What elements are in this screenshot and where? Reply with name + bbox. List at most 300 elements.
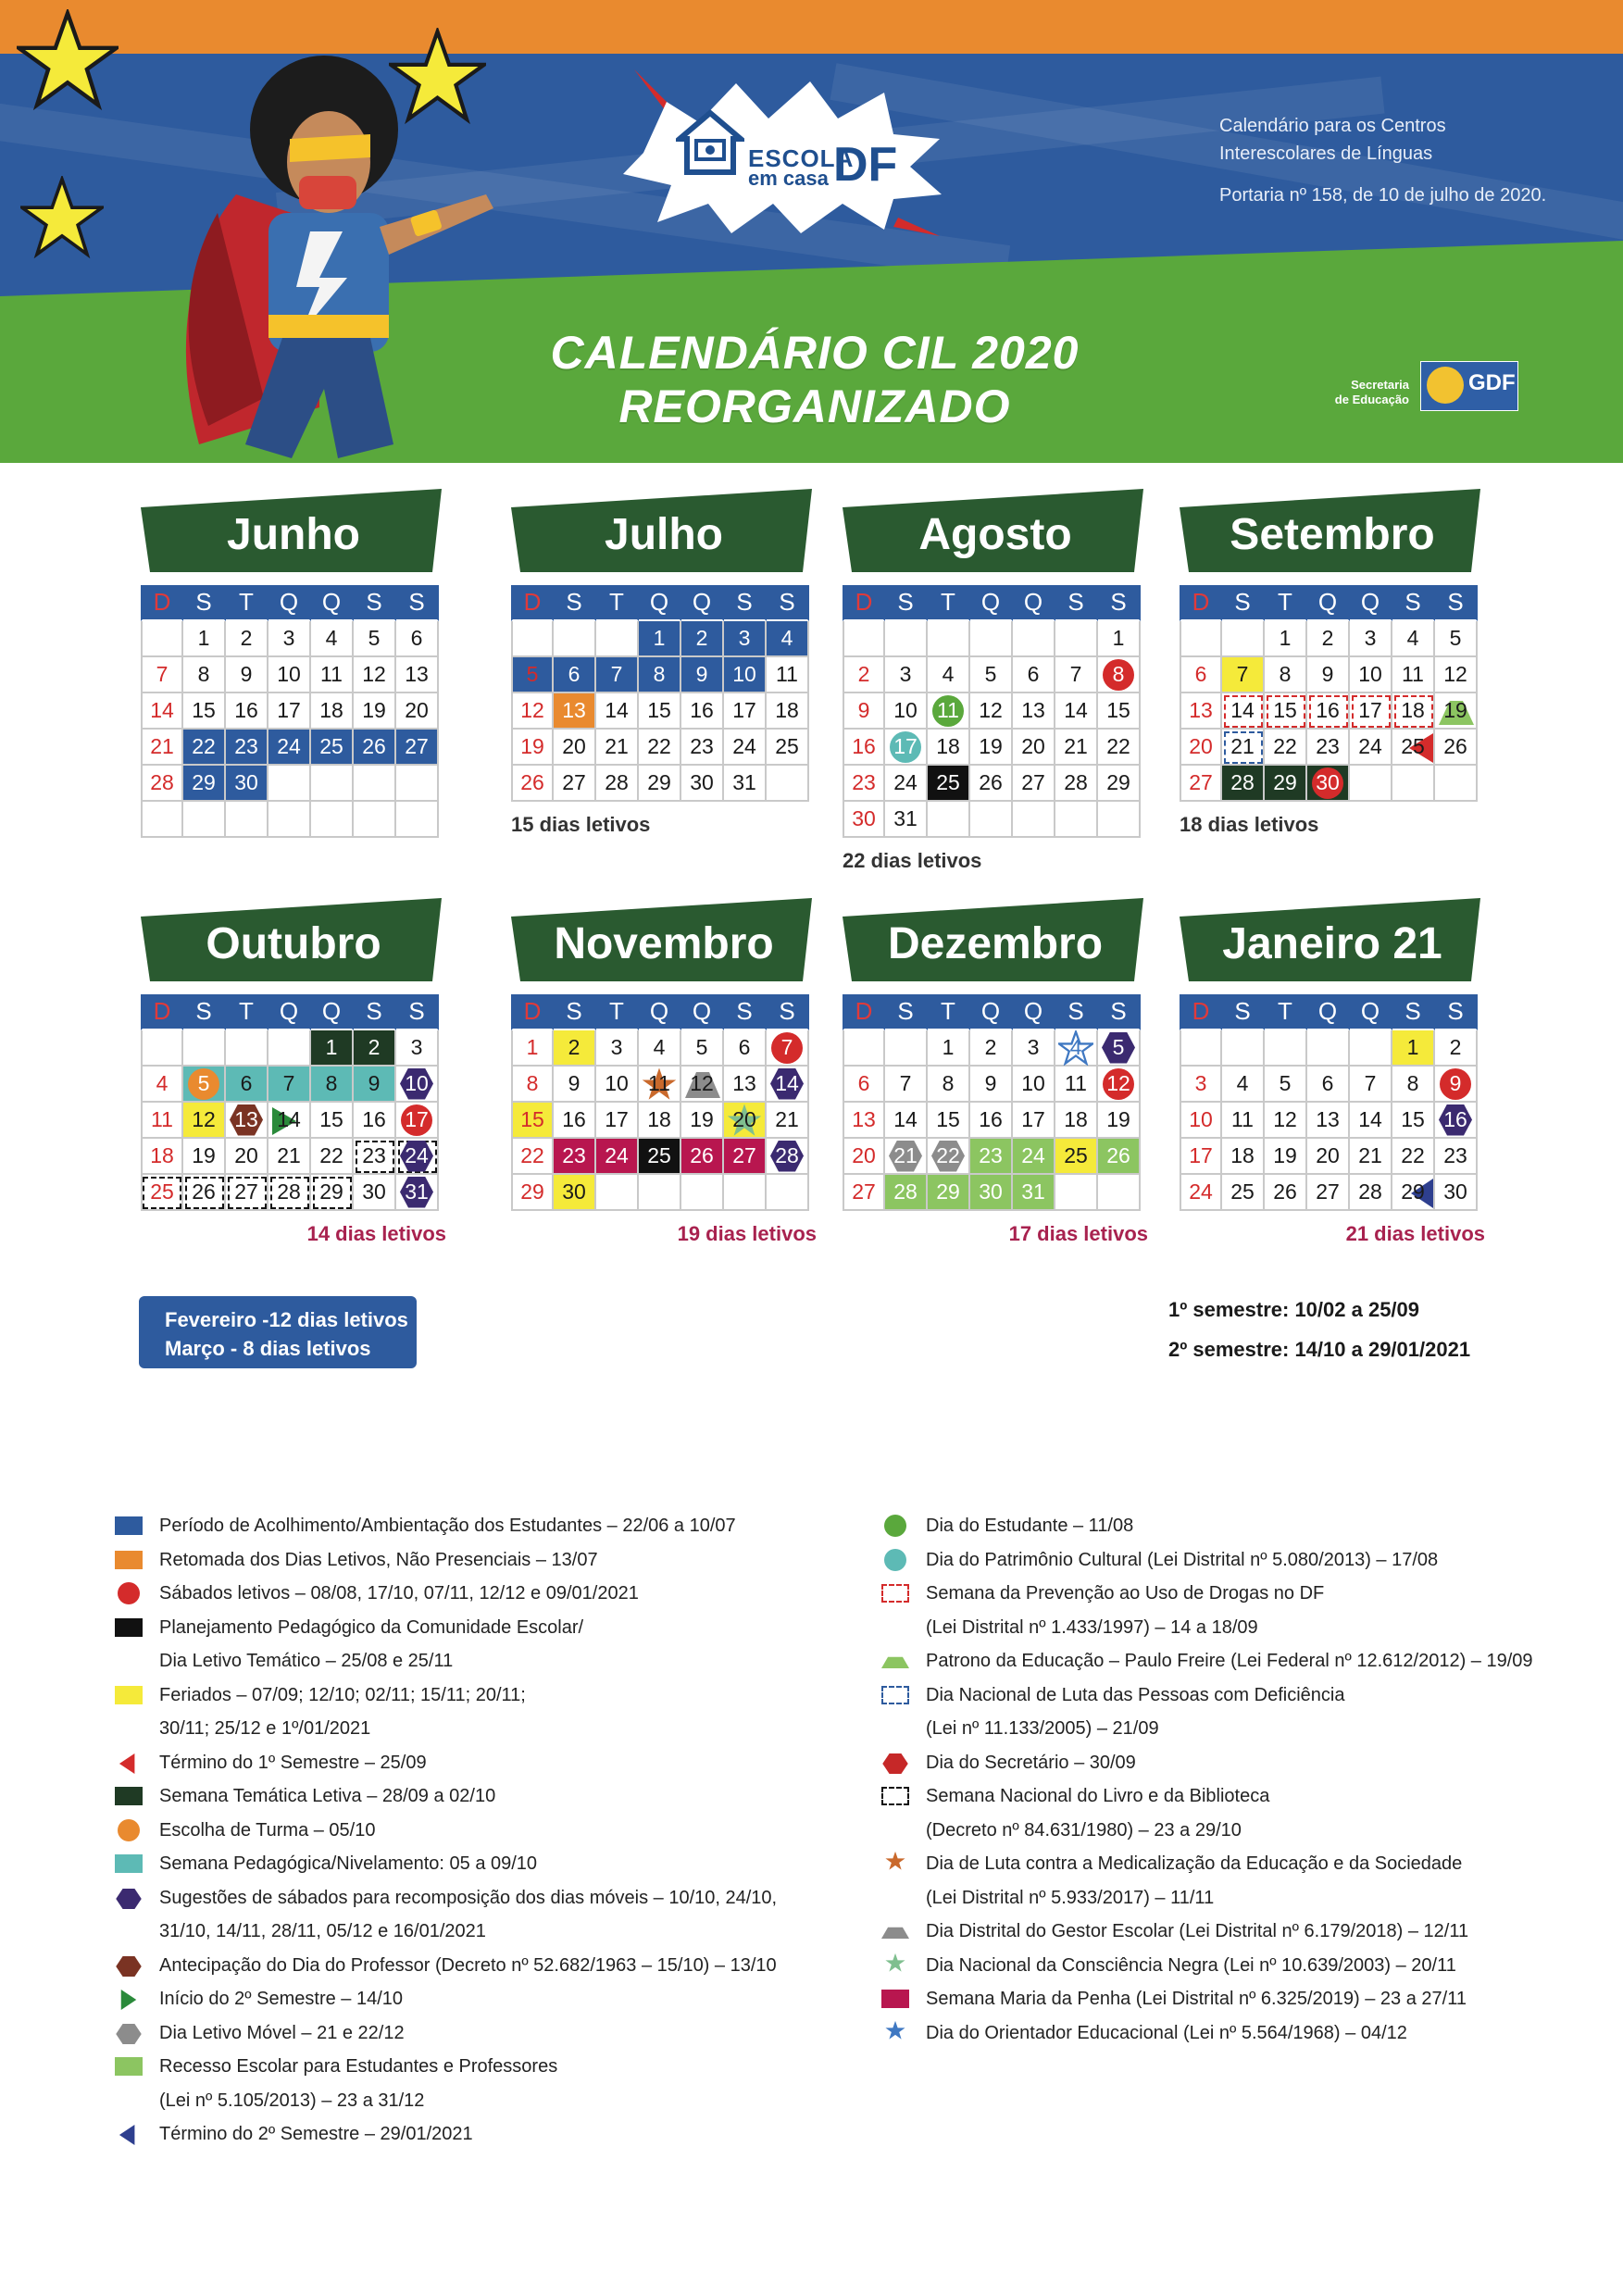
day-cell: 9 [1307, 657, 1350, 693]
day-cell: 11 [639, 1067, 681, 1103]
day-cell: 13 [843, 1103, 885, 1139]
day-cell: 21 [1222, 730, 1265, 766]
day-cell: 20 [226, 1139, 268, 1175]
legend-item: Dia do Estudante – 11/08 [881, 1509, 1533, 1543]
day-cell: 17 [1180, 1139, 1222, 1175]
day-cell: 6 [1013, 657, 1055, 693]
weekday-header: D [141, 585, 183, 621]
month-name: Julho [605, 509, 723, 559]
legend-item: Semana Pedagógica/Nivelamento: 05 a 09/10 [115, 1847, 777, 1881]
header-note-line3: Portaria nº 158, de 10 de julho de 2020. [1219, 185, 1547, 206]
day-cell [396, 766, 439, 802]
weekday-header: S [1222, 585, 1265, 621]
legend-item: Recesso Escolar para Estudantes e Professores [115, 2050, 777, 2084]
day-cell [226, 802, 268, 838]
day-cell: 29 [1265, 766, 1307, 802]
day-cell: 20 [843, 1139, 885, 1175]
day-cell: 12 [681, 1067, 724, 1103]
day-cell: 28 [141, 766, 183, 802]
day-cell: 13 [1307, 1103, 1350, 1139]
weekday-header: S [885, 585, 928, 621]
day-cell: 17 [1350, 693, 1392, 730]
day-cell: 1 [511, 1030, 554, 1067]
day-cell: 8 [1265, 657, 1307, 693]
day-cell: 3 [1180, 1067, 1222, 1103]
day-cell: 22 [928, 1139, 970, 1175]
day-cell: 23 [554, 1139, 596, 1175]
day-cell: 25 [639, 1139, 681, 1175]
day-cell: 24 [885, 766, 928, 802]
month-agosto [843, 489, 1148, 873]
calendar-grid [141, 994, 446, 1211]
day-cell: 19 [1265, 1139, 1307, 1175]
day-cell: 30 [843, 802, 885, 838]
weekday-header: S [1435, 585, 1478, 621]
day-cell: 8 [1392, 1067, 1435, 1103]
day-cell: 17 [596, 1103, 639, 1139]
day-cell: 2 [970, 1030, 1013, 1067]
day-cell: 23 [1435, 1139, 1478, 1175]
day-cell: 1 [639, 621, 681, 657]
day-cell: 9 [843, 693, 885, 730]
day-cell: 23 [226, 730, 268, 766]
day-cell: 21 [885, 1139, 928, 1175]
day-cell: 12 [1435, 657, 1478, 693]
day-cell: 13 [724, 1067, 767, 1103]
day-cell: 20 [1013, 730, 1055, 766]
legend-item-continued: 30/11; 25/12 e 1º/01/2021 [159, 1718, 371, 1739]
day-cell: 11 [767, 657, 809, 693]
day-cell: 29 [1392, 1175, 1435, 1211]
day-cell: 15 [511, 1103, 554, 1139]
day-cell [268, 1030, 311, 1067]
day-cell [843, 621, 885, 657]
month-name: Novembro [554, 918, 774, 968]
weekday-header: S [885, 994, 928, 1030]
day-cell: 24 [724, 730, 767, 766]
day-cell: 17 [885, 730, 928, 766]
day-cell: 12 [511, 693, 554, 730]
legend-item: Escolha de Turma – 05/10 [115, 1814, 777, 1848]
month-name: Janeiro 21 [1222, 918, 1442, 968]
dias-letivos: 14 dias letivos [306, 1222, 446, 1245]
day-cell: 29 [928, 1175, 970, 1211]
day-cell: 10 [268, 657, 311, 693]
day-cell: 7 [141, 657, 183, 693]
weekday-header: T [1265, 994, 1307, 1030]
day-cell: 24 [596, 1139, 639, 1175]
day-cell: 27 [724, 1139, 767, 1175]
day-cell: 12 [1265, 1103, 1307, 1139]
legend-item: Dia Nacional de Luta das Pessoas com Deficiência [881, 1678, 1533, 1713]
month-setembro [1180, 489, 1485, 837]
header-note-line1: Calendário para os Centros [1219, 116, 1446, 136]
day-cell: 30 [226, 766, 268, 802]
legend-item: Início do 2º Semestre – 14/10 [115, 1982, 777, 2016]
day-cell: 25 [311, 730, 354, 766]
day-cell [1013, 621, 1055, 657]
fevereiro-text: Fevereiro -12 dias letivos [165, 1308, 408, 1331]
weekday-header: Q [1350, 994, 1392, 1030]
weekday-header: S [1222, 994, 1265, 1030]
day-cell [141, 621, 183, 657]
star-icon [20, 176, 104, 259]
day-cell: 24 [1013, 1139, 1055, 1175]
day-cell [268, 766, 311, 802]
weekday-header: Q [268, 585, 311, 621]
legend-item: Dia Nacional da Consciência Negra (Lei nº 10.639/2003) – 20/11 [881, 1949, 1533, 1983]
day-cell: 13 [554, 693, 596, 730]
day-cell [1055, 802, 1098, 838]
calendar-grid [511, 994, 817, 1211]
day-cell: 31 [885, 802, 928, 838]
legend-item: Sugestões de sábados para recomposição dos dias móveis – 10/10, 24/10, [115, 1881, 777, 1915]
day-cell [226, 1030, 268, 1067]
day-cell: 15 [183, 693, 226, 730]
day-cell: 28 [1055, 766, 1098, 802]
weekday-header: S [724, 585, 767, 621]
day-cell [268, 802, 311, 838]
day-cell: 2 [1435, 1030, 1478, 1067]
day-cell: 16 [226, 693, 268, 730]
day-cell: 4 [1055, 1030, 1098, 1067]
calendar-grid [1180, 585, 1485, 802]
weekday-header: S [396, 585, 439, 621]
day-cell: 10 [596, 1067, 639, 1103]
day-cell: 11 [928, 693, 970, 730]
day-cell: 31 [1013, 1175, 1055, 1211]
dias-letivos: 22 dias letivos [843, 849, 982, 872]
legend-item: Semana da Prevenção ao Uso de Drogas no DF [881, 1577, 1533, 1611]
weekday-header: Q [1350, 585, 1392, 621]
day-cell: 30 [1307, 766, 1350, 802]
day-cell: 8 [183, 657, 226, 693]
legend-item: Patrono da Educação – Paulo Freire (Lei Federal nº 12.612/2012) – 19/09 [881, 1644, 1533, 1678]
day-cell: 29 [639, 766, 681, 802]
day-cell: 30 [970, 1175, 1013, 1211]
day-cell: 27 [226, 1175, 268, 1211]
day-cell: 1 [183, 621, 226, 657]
month-janeiro-21 [1180, 898, 1485, 1246]
star-icon [881, 1851, 909, 1871]
day-cell: 8 [928, 1067, 970, 1103]
day-cell: 22 [511, 1139, 554, 1175]
triangle-right-icon [115, 1990, 143, 2010]
dias-letivos: 17 dias letivos [1008, 1222, 1148, 1245]
logo-text-escola: ESCOLA [748, 144, 855, 172]
legend-item-continued: (Lei nº 11.133/2005) – 21/09 [926, 1718, 1159, 1739]
weekday-header: Q [681, 994, 724, 1030]
day-cell [885, 621, 928, 657]
day-cell: 24 [396, 1139, 439, 1175]
day-cell [970, 621, 1013, 657]
day-cell: 18 [639, 1103, 681, 1139]
day-cell: 5 [183, 1067, 226, 1103]
day-cell: 10 [885, 693, 928, 730]
legend-item-continued: (Decreto nº 84.631/1980) – 23 a 29/10 [926, 1819, 1242, 1841]
header-note-line2: Interescolares de Línguas [1219, 144, 1433, 164]
marco-text: Março - 8 dias letivos [165, 1337, 371, 1360]
day-cell: 24 [1350, 730, 1392, 766]
weekday-header: T [1265, 585, 1307, 621]
day-cell [183, 1030, 226, 1067]
weekday-header: Q [311, 994, 354, 1030]
day-cell: 27 [1013, 766, 1055, 802]
legend-item-continued: (Lei Distrital nº 5.933/2017) – 11/11 [926, 1887, 1215, 1908]
day-cell: 18 [767, 693, 809, 730]
day-cell [1222, 621, 1265, 657]
day-cell: 24 [268, 730, 311, 766]
day-cell: 28 [767, 1139, 809, 1175]
day-cell: 8 [311, 1067, 354, 1103]
day-cell [928, 802, 970, 838]
page-title-line2: REORGANIZADO [618, 381, 1011, 432]
day-cell: 1 [1392, 1030, 1435, 1067]
day-cell: 16 [354, 1103, 396, 1139]
day-cell: 1 [311, 1030, 354, 1067]
legend-item: Término do 2º Semestre – 29/01/2021 [115, 2117, 777, 2152]
day-cell [354, 802, 396, 838]
day-cell: 14 [596, 693, 639, 730]
day-cell: 24 [1180, 1175, 1222, 1211]
weekday-header: Q [970, 585, 1013, 621]
day-cell [396, 802, 439, 838]
month-banner [1180, 489, 1485, 572]
day-cell [311, 766, 354, 802]
day-cell [596, 621, 639, 657]
day-cell: 20 [554, 730, 596, 766]
day-cell: 25 [928, 766, 970, 802]
month-junho [141, 489, 446, 838]
day-cell: 14 [141, 693, 183, 730]
month-banner [1180, 898, 1485, 981]
day-cell: 9 [681, 657, 724, 693]
day-cell: 26 [681, 1139, 724, 1175]
weekday-header: D [511, 585, 554, 621]
day-cell: 16 [970, 1103, 1013, 1139]
star-icon [881, 2020, 909, 2040]
month-name: Agosto [918, 509, 1072, 559]
day-cell: 25 [141, 1175, 183, 1211]
day-cell [1180, 621, 1222, 657]
day-cell: 8 [511, 1067, 554, 1103]
day-cell [724, 1175, 767, 1211]
month-outubro [141, 898, 446, 1246]
day-cell: 2 [1307, 621, 1350, 657]
month-banner [141, 489, 446, 572]
page-title [518, 326, 1111, 433]
day-cell: 25 [1392, 730, 1435, 766]
day-cell: 21 [268, 1139, 311, 1175]
day-cell [311, 802, 354, 838]
day-cell: 15 [639, 693, 681, 730]
dias-letivos: 15 dias letivos [511, 813, 651, 836]
day-cell: 17 [1013, 1103, 1055, 1139]
day-cell: 6 [554, 657, 596, 693]
day-cell: 20 [1307, 1139, 1350, 1175]
legend-item-continued: (Lei Distrital nº 1.433/1997) – 14 a 18/09 [926, 1616, 1258, 1638]
day-cell: 30 [554, 1175, 596, 1211]
weekday-header: T [226, 994, 268, 1030]
day-cell: 26 [183, 1175, 226, 1211]
legend-item-continued: 31/10, 14/11, 28/11, 05/12 e 16/01/2021 [159, 1921, 486, 1941]
legend-item: Planejamento Pedagógico da Comunidade Escolar/ [115, 1611, 777, 1645]
day-cell: 14 [1222, 693, 1265, 730]
weekday-header: Q [681, 585, 724, 621]
star-icon [881, 1953, 909, 1973]
day-cell: 5 [1098, 1030, 1141, 1067]
day-cell: 15 [928, 1103, 970, 1139]
day-cell: 12 [1098, 1067, 1141, 1103]
day-cell: 25 [1055, 1139, 1098, 1175]
day-cell: 11 [1392, 657, 1435, 693]
dias-letivos: 19 dias letivos [677, 1222, 817, 1245]
day-cell: 7 [596, 657, 639, 693]
day-cell: 17 [396, 1103, 439, 1139]
weekday-header: D [843, 585, 885, 621]
weekday-header: D [141, 994, 183, 1030]
day-cell [354, 766, 396, 802]
day-cell: 21 [1350, 1139, 1392, 1175]
day-cell: 18 [1055, 1103, 1098, 1139]
day-cell [1013, 802, 1055, 838]
weekday-header: Q [639, 585, 681, 621]
day-cell: 5 [1265, 1067, 1307, 1103]
weekday-header: S [1055, 585, 1098, 621]
day-cell: 28 [885, 1175, 928, 1211]
day-cell: 22 [639, 730, 681, 766]
day-cell: 4 [1392, 621, 1435, 657]
weekday-header: Q [639, 994, 681, 1030]
weekday-header: T [596, 585, 639, 621]
day-cell: 6 [1180, 657, 1222, 693]
day-cell [1350, 1030, 1392, 1067]
day-cell [639, 1175, 681, 1211]
day-cell: 22 [1098, 730, 1141, 766]
weekday-header: S [1435, 994, 1478, 1030]
trapezoid-icon [881, 1922, 909, 1942]
day-cell: 4 [141, 1067, 183, 1103]
day-cell [141, 802, 183, 838]
day-cell: 29 [183, 766, 226, 802]
day-cell: 25 [767, 730, 809, 766]
day-cell: 7 [885, 1067, 928, 1103]
day-cell: 22 [1265, 730, 1307, 766]
day-cell: 3 [596, 1030, 639, 1067]
day-cell: 5 [681, 1030, 724, 1067]
day-cell [681, 1175, 724, 1211]
semestre-2: 2º semestre: 14/10 a 29/01/2021 [1168, 1338, 1471, 1361]
legend-item: Dia do Orientador Educacional (Lei nº 5.564/1968) – 04/12 [881, 2016, 1533, 2051]
day-cell: 2 [681, 621, 724, 657]
day-cell [554, 621, 596, 657]
day-cell: 27 [1180, 766, 1222, 802]
month-name: Outubro [206, 918, 381, 968]
day-cell [1222, 1030, 1265, 1067]
day-cell: 26 [354, 730, 396, 766]
day-cell: 10 [1013, 1067, 1055, 1103]
day-cell: 1 [928, 1030, 970, 1067]
day-cell: 4 [311, 621, 354, 657]
legend-item: Dia do Secretário – 30/09 [881, 1746, 1533, 1780]
day-cell: 3 [396, 1030, 439, 1067]
weekday-header: S [1392, 585, 1435, 621]
day-cell: 3 [1350, 621, 1392, 657]
day-cell [1055, 1175, 1098, 1211]
day-cell: 12 [354, 657, 396, 693]
day-cell: 28 [1222, 766, 1265, 802]
day-cell: 28 [1350, 1175, 1392, 1211]
weekday-header: S [1098, 994, 1141, 1030]
day-cell: 10 [724, 657, 767, 693]
month-banner [843, 489, 1148, 572]
day-cell: 19 [1435, 693, 1478, 730]
day-cell: 26 [511, 766, 554, 802]
weekday-header: T [226, 585, 268, 621]
day-cell: 30 [1435, 1175, 1478, 1211]
weekday-header: S [1098, 585, 1141, 621]
day-cell: 19 [681, 1103, 724, 1139]
day-cell: 14 [268, 1103, 311, 1139]
month-banner [141, 898, 446, 981]
day-cell: 10 [1350, 657, 1392, 693]
day-cell: 6 [724, 1030, 767, 1067]
day-cell: 11 [1222, 1103, 1265, 1139]
day-cell: 23 [970, 1139, 1013, 1175]
day-cell: 8 [639, 657, 681, 693]
day-cell: 27 [396, 730, 439, 766]
day-cell: 9 [354, 1067, 396, 1103]
day-cell: 3 [268, 621, 311, 657]
day-cell: 29 [1098, 766, 1141, 802]
day-cell: 2 [554, 1030, 596, 1067]
day-cell [1098, 1175, 1141, 1211]
day-cell: 18 [1222, 1139, 1265, 1175]
weekday-header: Q [268, 994, 311, 1030]
day-cell: 7 [268, 1067, 311, 1103]
day-cell: 4 [928, 657, 970, 693]
day-cell: 30 [681, 766, 724, 802]
hexagon-icon [115, 1889, 143, 1909]
day-cell: 4 [639, 1030, 681, 1067]
month-name: Dezembro [887, 918, 1104, 968]
legend-item-continued: Dia Letivo Temático – 25/08 e 25/11 [159, 1651, 454, 1671]
day-cell: 22 [311, 1139, 354, 1175]
day-cell: 27 [843, 1175, 885, 1211]
day-cell: 5 [511, 657, 554, 693]
month-name: Junho [227, 509, 360, 559]
day-cell: 13 [226, 1103, 268, 1139]
day-cell [843, 1030, 885, 1067]
weekday-header: D [843, 994, 885, 1030]
day-cell [1180, 1030, 1222, 1067]
day-cell: 29 [511, 1175, 554, 1211]
legend-item: Dia Distrital do Gestor Escolar (Lei Distrital nº 6.179/2018) – 12/11 [881, 1915, 1533, 1949]
legend-item: Semana Maria da Penha (Lei Distrital nº 6.325/2019) – 23 a 27/11 [881, 1982, 1533, 2016]
hexagon-icon [115, 1956, 143, 1977]
weekday-header: S [767, 585, 809, 621]
day-cell: 17 [268, 693, 311, 730]
day-cell: 1 [1265, 621, 1307, 657]
legend-item: Sábados letivos – 08/08, 17/10, 07/11, 12/12 e 09/01/2021 [115, 1577, 777, 1611]
day-cell [885, 1030, 928, 1067]
semestre-1: 1º semestre: 10/02 a 25/09 [1168, 1298, 1420, 1321]
day-cell: 5 [970, 657, 1013, 693]
fevereiro-marco-box [139, 1296, 417, 1368]
day-cell: 19 [183, 1139, 226, 1175]
weekday-header: Q [1013, 585, 1055, 621]
legend-item: Dia de Luta contra a Medicalização da Educação e da Sociedade [881, 1847, 1533, 1881]
